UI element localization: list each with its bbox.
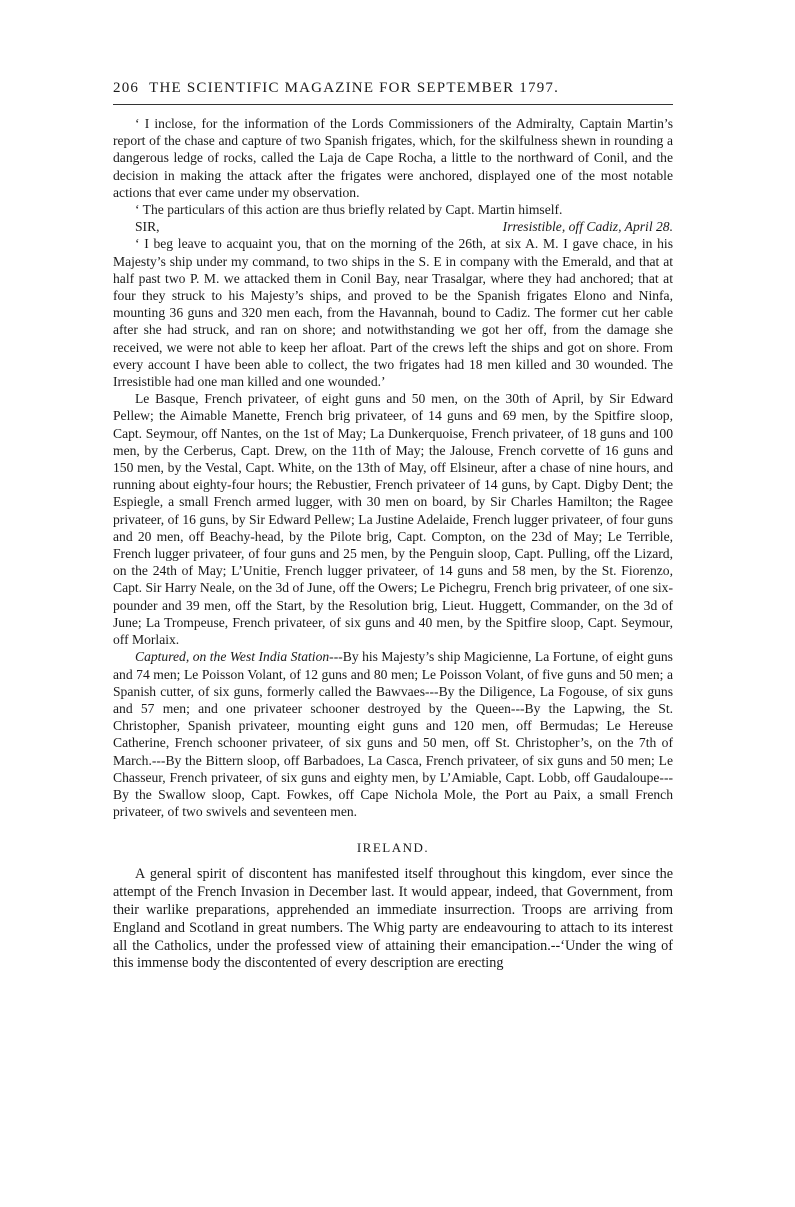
- running-head: [113, 80, 673, 102]
- paragraph-inclose: ‘ I inclose, for the information of the Lords Commissioners of the Admiralty, Captain Martin’s report of the chase and capture of two Spanish frigates, which, for the skilfulness shewn in rounding a dangerous ledge of rocks, called the Laja de Cape Rocha, a little to the northward of Conil, and the decision in making the attack after the frigates were anchored, displayed one of the most notable actions that ever came under my observation.: [113, 116, 673, 200]
- west-india-lead: Captured, on the West India Station: [135, 649, 330, 665]
- ireland-body: [113, 866, 673, 973]
- paragraph-ireland: A general spirit of discontent has manifested itself throughout this kingdom, ever since the attempt of the French Invasion in December last. It would appear, indeed, that Government, from their warlike preparations, apprehended an immediate insurrection. Troops are arriving from England and Scotland in great numbers. The Whig party are endeavouring to attach to its interest all the Catholics, under the professed view of attaining their emancipation.--‘Under the wing of this immense body the discontented of every description are erecting: [113, 866, 673, 972]
- page-number: 206: [113, 80, 140, 96]
- header-rule: [113, 104, 673, 105]
- paragraph-west-india: [113, 648, 673, 820]
- west-india-text: ---By his Majesty’s ship Magicienne, La Fortune, of eight guns and 74 men; Le Poisson Volant, of 12 guns and 80 men; Le Poisson Volant, of five guns and 50 men; a Spanish cutter, of six guns, formerly called the Bawvaes---By the Diligence, La Fogouse, of six guns and 57 men; and one privateer schooner destroyed by the Queen---By the Lapwing, the St. Christopher, Spanish privateer, mounting eight guns and 120 men, off Bermudas; Le Hereuse Catherine, French schooner privateer, of six guns and 50 men, off St. Christopher’s, on the 7th of March.---By the Bittern sloop, off Barbadoes, La Casca, French privateer, of six guns and 50 men; Le Chasseur, French privateer, of six guns and eighty men, by L’Amiable, Capt. Lobb, off Gaudaloupe---By the Swallow sloop, Capt. Fowkes, off Cape Nichola Mole, the Port au Paix, a small French privateer, of two swivels and seventeen men.: [113, 649, 673, 820]
- section-heading-ireland: IRELAND.: [356, 840, 430, 856]
- paragraph-particulars: ‘ The particulars of this action are thus briefly related by Capt. Martin himself.: [135, 202, 563, 218]
- paragraph-letter: ‘ I beg leave to acquaint you, that on the morning of the 26th, at six A. M. I gave chace, in his Majesty’s ship under my command, to two ships in the S. E in company with the Emerald, and that at half past two P. M. we attacked them in Conil Bay, near Trasalgar, where they had anchored; that at four they struck to his Majesty’s ships, and proved to be the Spanish frigates Elono and Ninfa, mounting 36 guns and 320 men each, from the Havannah, bound to Cadiz. The former cut her cable after she had struck, and ran on shore; and notwithstanding we got her off, from the damage she received, we were not able to keep her afloat. Part of the crews left the ships and got on shore. From every account I have been able to collect, the two frigates had 18 men killed and 30 wounded. The Irresistible had one man killed and one wounded.’: [113, 236, 673, 390]
- paragraph-captures: Le Basque, French privateer, of eight guns and 50 men, on the 30th of April, by Sir Edward Pellew; the Aimable Manette, French brig privateer, of 14 guns and 69 men, by the Spitfire sloop, Capt. Seymour, off Nantes, on the 1st of May; La Dunkerquoise, French privateer, of 18 guns and 100 men, by the Cerberus, Capt. Drew, on the 11th of May; the Jalouse, French corvette of 16 guns and 150 men, by the Vestal, Capt. White, on the 13th of May, off Elsineur, after a chase of nine hours, and running about eighty-four hours; the Rebustier, French privateer of 14 guns, by Capt. Digby Dent; the Espiegle, a small French armed lugger, with 30 men on board, by Sir Charles Hamilton; the Ragee privateer, of 16 guns, by Sir Edward Pellew; La Justine Adelaide, French lugger privateer, of four guns and 20 men, off Beachy-head, by the Pilote brig, Capt. Compton, on the 23d of May; Le Terrible, French lugger privateer, of four guns and 25 men, by the Penguin sloop, Capt. Pulling, off the Lizard, on the 24th of May; L’Unitie, French lugger privateer, of 14 guns and 58 men, by the St. Fiorenzo, Capt. Sir Harry Neale, on the 3d of June, off the Owers; Le Pichegru, French brig privateer, of one six-pounder and 39 men, off the Start, by the Resolution brig, Lieut. Huggett, Commander, on the 3d of June; La Trompeuse, French privateer, of six guns and 40 men, by the Spitfire sloop, Capt. Seymour, off Morlaix.: [113, 391, 673, 648]
- letter-salutation-line: [113, 218, 673, 235]
- place-date: Irresistible, off Cadiz, April 28.: [502, 219, 673, 235]
- magazine-page: [113, 80, 673, 973]
- article-body: [113, 115, 673, 820]
- salutation: SIR,: [135, 219, 160, 235]
- running-title: THE SCIENTIFIC MAGAZINE FOR SEPTEMBER 1797.: [149, 80, 560, 96]
